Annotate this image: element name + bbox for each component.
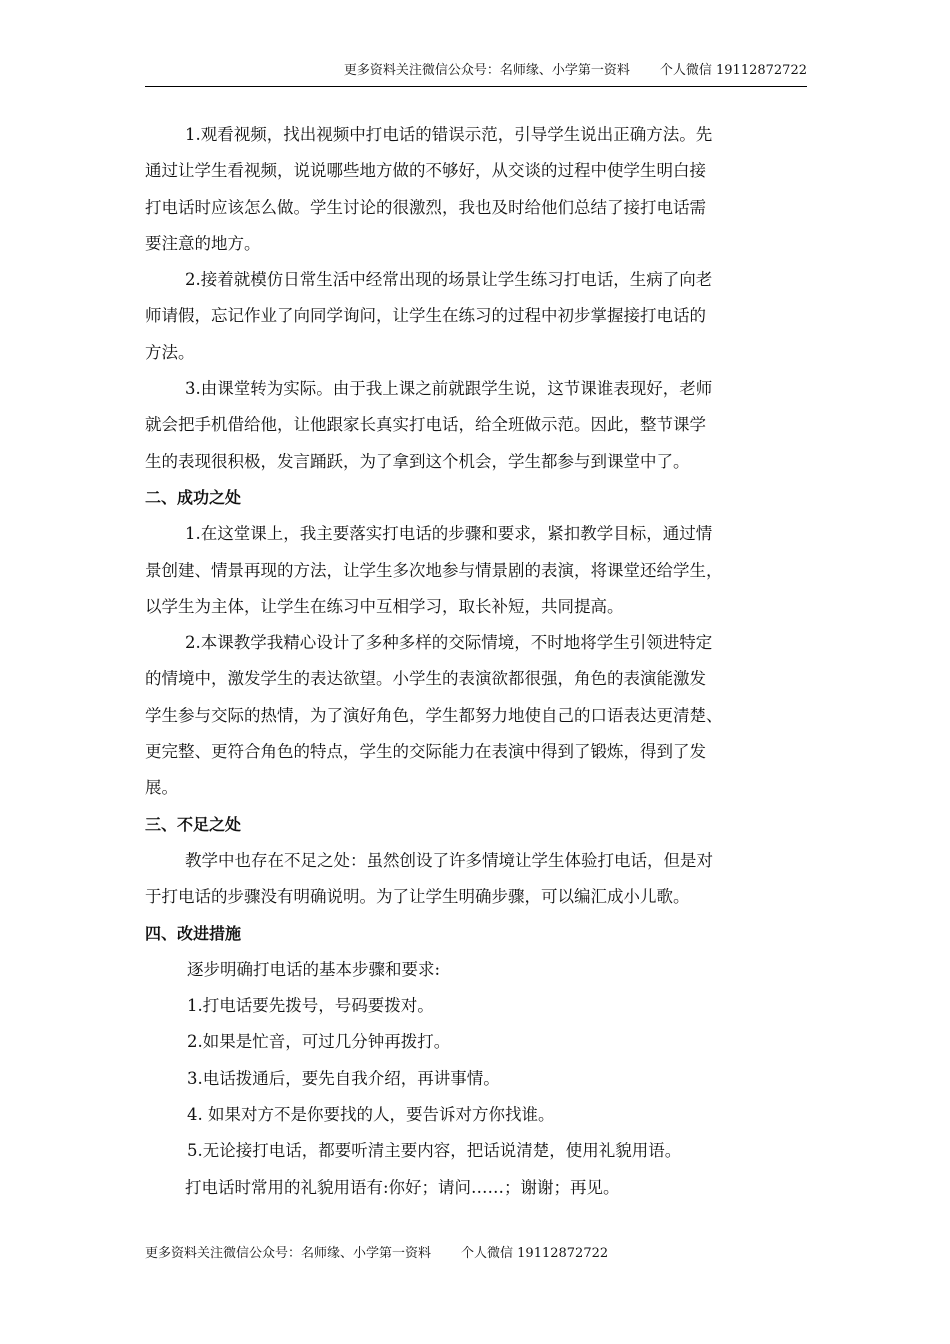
footer-notice: 更多资料关注微信公众号：名师缘、小学第一资料 — [145, 1246, 432, 1261]
step-item: 3.电话拨通后，要先自我介绍，再讲事情。 — [187, 1068, 500, 1088]
paragraph-line: 1.观看视频，找出视频中打电话的错误示范，引导学生说出正确方法。先 — [185, 125, 713, 144]
paragraph-line: 3.由课堂转为实际。由于我上课之前就跟学生说，这节课谁表现好，老师 — [185, 379, 713, 399]
paragraph-line: 于打电话的步骤没有明确说明。为了让学生明确步骤，可以编汇成小儿歌。 — [145, 887, 690, 907]
section-heading-improvements: 四、改进措施 — [145, 923, 242, 943]
paragraph-line: 要注意的地方。 — [145, 233, 261, 253]
footer-wechat: 个人微信 19112872722 — [461, 1246, 609, 1261]
paragraph-line: 学生参与交际的热情，为了演好角色，学生都努力地使自己的口语表达更清楚、 — [145, 705, 723, 725]
step-item: 1.打电话要先拨号，号码要拨对。 — [187, 996, 434, 1016]
paragraph-line: 师请假，忘记作业了向同学询问，让学生在练习的过程中初步掌握接打电话的 — [145, 306, 706, 326]
section-heading-shortcomings: 三、不足之处 — [145, 814, 242, 834]
paragraph-line: 教学中也存在不足之处：虽然创设了许多情境让学生体验打电话，但是对 — [185, 850, 713, 870]
paragraph-line: 方法。 — [145, 342, 195, 362]
header-wechat: 个人微信 19112872722 — [659, 63, 807, 78]
paragraph-line: 景创建、情景再现的方法，让学生多次地参与情景剧的表演，将课堂还给学生， — [145, 560, 723, 580]
page-footer — [145, 1245, 608, 1263]
paragraph-line: 的情境中，激发学生的表达欲望。小学生的表演欲都很强，角色的表演能激发 — [145, 669, 706, 689]
step-item: 2.如果是忙音，可过几分钟再拨打。 — [187, 1032, 451, 1052]
step-item: 5.无论接打电话，都要听清主要内容，把话说清楚，使用礼貌用语。 — [187, 1141, 682, 1161]
paragraph-line: 打电话时应该怎么做。学生讨论的很激烈，我也及时给他们总结了接打电话需 — [145, 197, 706, 217]
step-item: 4. 如果对方不是你要找的人，要告诉对方你找谁。 — [187, 1105, 555, 1125]
page-header — [145, 62, 807, 87]
steps-intro: 逐步明确打电话的基本步骤和要求: — [187, 959, 441, 979]
paragraph-line: 就会把手机借给他，让他跟家长真实打电话，给全班做示范。因此，整节课学 — [145, 415, 706, 435]
paragraph-line: 2.本课教学我精心设计了多种多样的交际情境，不时地将学生引领进特定 — [185, 633, 713, 653]
section-heading-success: 二、成功之处 — [145, 487, 242, 507]
header-notice: 更多资料关注微信公众号：名师缘、小学第一资料 — [343, 63, 630, 78]
paragraph-line: 更完整、更符合角色的特点，学生的交际能力在表演中得到了锻炼，得到了发 — [145, 742, 706, 762]
closing-line: 打电话时常用的礼貌用语有:你好；请问……；谢谢；再见。 — [185, 1177, 620, 1197]
paragraph-line: 通过让学生看视频，说说哪些地方做的不够好，从交谈的过程中使学生明白接 — [145, 161, 706, 181]
paragraph-line: 2.接着就模仿日常生活中经常出现的场景让学生练习打电话，生病了向老 — [185, 270, 713, 290]
document-body — [145, 117, 825, 1206]
paragraph-line: 以学生为主体，让学生在练习中互相学习，取长补短，共同提高。 — [145, 596, 624, 616]
paragraph-line: 生的表现很积极，发言踊跃，为了拿到这个机会，学生都参与到课堂中了。 — [145, 451, 690, 471]
paragraph-line: 1.在这堂课上，我主要落实打电话的步骤和要求，紧扣教学目标，通过情 — [185, 524, 713, 544]
paragraph-line: 展。 — [145, 778, 178, 798]
